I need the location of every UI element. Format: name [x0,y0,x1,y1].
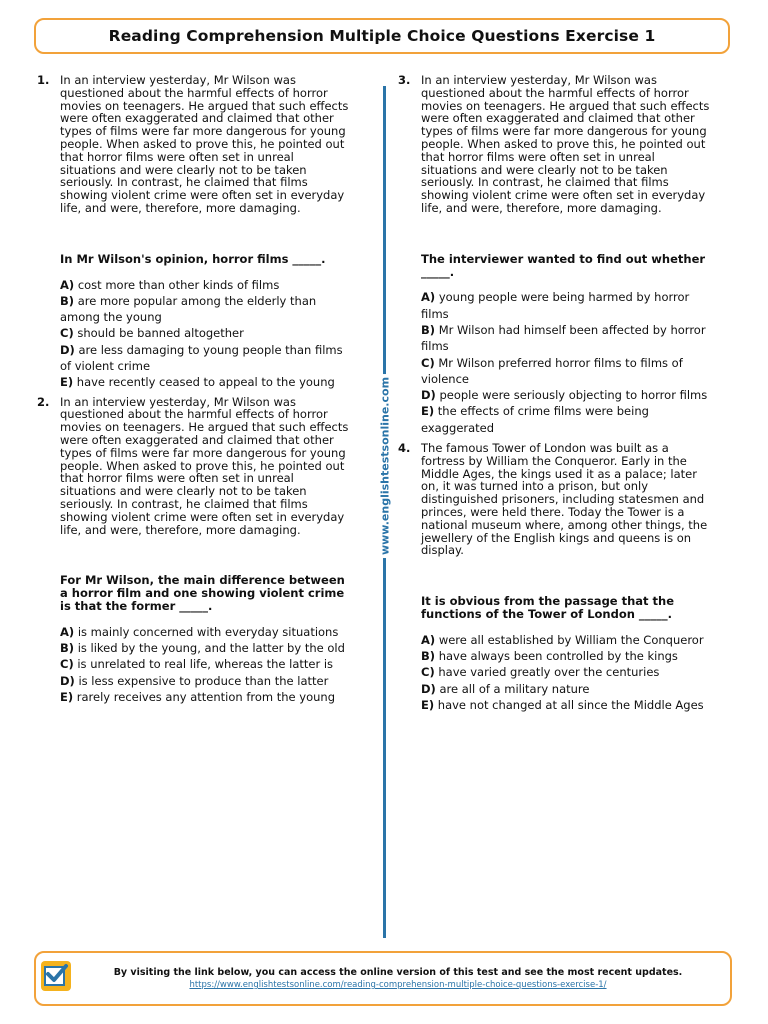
option-text: have recently ceased to appeal to the young [76,375,335,390]
question-number: 4. [398,441,411,456]
option-a[interactable] [421,289,713,322]
footer-content [76,966,720,991]
question-3 [397,74,713,436]
option-letter: D) [60,342,75,357]
option-d[interactable] [60,673,352,689]
question-passage: In an interview yesterday, Mr Wilson was questioned about the harmful effects of horror movies on teenagers. He argued that such effects were often exaggerated and claimed that other types of films were far more dangerous for young people. When asked to prove this, he pointed out that horror films were often set in unreal situations and were clearly not to be taken seriously. In contrast, he claimed that films showing violent crime were often set in everyday life, and were, therefore, more damaging. [421,73,710,215]
option-c[interactable] [421,664,713,680]
option-text: is less expensive to produce than the latter [78,673,329,688]
option-letter: A) [421,632,436,647]
option-letter: C) [421,665,435,680]
footer-banner [34,951,732,1006]
option-d[interactable] [421,387,713,403]
option-letter: B) [421,649,436,664]
option-list [60,277,352,391]
question-passage: In an interview yesterday, Mr Wilson was questioned about the harmful effects of horror movies on teenagers. He argued that such effects were often exaggerated and claimed that other types of films were far more dangerous for young people. When asked to prove this, he pointed out that horror films were often set in unreal situations and were clearly not to be taken seriously. In contrast, he claimed that films showing violent crime were often set in everyday life, and were, therefore, more damaging. [60,73,349,215]
checkbox-logo-icon [41,961,71,991]
option-text: Mr Wilson preferred horror films to films of violence [421,355,683,386]
option-b[interactable] [60,293,352,326]
question-stem: It is obvious from the passage that the functions of the Tower of London _____. [421,594,675,621]
option-b[interactable] [421,322,713,355]
option-letter: D) [60,673,75,688]
question-passage: In an interview yesterday, Mr Wilson was questioned about the harmful effects of horror movies on teenagers. He argued that such effects were often exaggerated and claimed that other types of films were far more dangerous for young people. When asked to prove this, he pointed out that horror films were often set in unreal situations and were clearly not to be taken seriously. In contrast, he claimed that films showing violent crime were often set in everyday life, and were, therefore, more damaging. [60,394,349,537]
option-letter: E) [60,375,74,390]
question-1 [36,74,352,391]
option-text: were all established by William the Conqueror [438,632,704,647]
option-letter: A) [421,290,436,305]
option-text: are more popular among the elderly than among the young [60,293,317,325]
question-passage: The famous Tower of London was built as a fortress by William the Conqueror. Early in the Middle Ages, the kings used it as a palace; later on, it was turned into a prison, but only distinguished prisoners, including statesmen and princes, were held there. Today the Tower is a national museum where, among other things, the jewellery of the English kings and queens is on display. [421,441,708,558]
option-e[interactable] [421,403,713,436]
option-a[interactable] [60,624,352,640]
left-column [36,74,352,705]
option-letter: C) [60,326,74,341]
option-e[interactable] [60,689,352,705]
option-text: are all of a military nature [439,681,590,696]
option-d[interactable] [60,342,352,375]
website-watermark: www.englishtestsonline.com [374,374,395,558]
option-b[interactable] [421,648,713,664]
option-c[interactable] [60,325,352,341]
option-a[interactable] [60,277,352,293]
question-number: 3. [398,73,411,87]
online-version-link[interactable]: https://www.englishtestsonline.com/reading-comprehension-multiple-choice-questions-exercise-1/ [189,980,607,990]
option-text: rarely receives any attention from the young [76,689,336,704]
option-text: the effects of crime films were being exaggerated [421,404,649,435]
option-text: cost more than other kinds of films [77,277,280,292]
title-banner [34,18,730,54]
option-e[interactable] [421,697,713,713]
option-list [421,632,713,713]
right-column [397,74,713,713]
footer-message: By visiting the link below, you can access the online version of this test and see the most recent updates. [113,967,683,978]
option-b[interactable] [60,640,352,656]
option-text: have not changed at all since the Middle Ages [437,697,704,712]
option-a[interactable] [421,632,713,648]
option-text: is mainly concerned with everyday situations [77,624,339,639]
option-letter: E) [421,404,435,419]
option-letter: B) [421,322,436,337]
option-text: Mr Wilson had himself been affected by horror films [421,322,706,354]
option-text: are less damaging to young people than films of violent crime [60,342,343,374]
option-letter: C) [60,657,74,672]
question-stem: The interviewer wanted to find out whether _____. [421,251,706,279]
question-4 [397,442,713,713]
option-letter: A) [60,624,75,639]
option-text: have always been controlled by the kings [438,649,678,664]
option-letter: B) [60,293,75,308]
option-letter: B) [60,641,75,656]
option-list [421,289,713,436]
option-text: is unrelated to real life, whereas the latter is [77,657,334,672]
option-c[interactable] [421,355,713,388]
option-e[interactable] [60,374,352,390]
option-text: should be banned altogether [77,326,244,341]
option-text: is liked by the young, and the latter by the old [77,641,345,656]
page-title: Reading Comprehension Multiple Choice Questions Exercise 1 [108,27,656,45]
question-2 [36,396,352,706]
option-letter: D) [421,681,436,696]
option-text: have varied greatly over the centuries [438,665,660,680]
question-number: 2. [37,394,50,409]
question-stem: In Mr Wilson's opinion, horror films _____. [60,251,326,266]
option-letter: C) [421,355,435,370]
option-d[interactable] [421,681,713,697]
question-stem: For Mr Wilson, the main difference between a horror film and one showing violent crime is that the former _____. [60,573,345,613]
option-letter: E) [421,697,435,712]
option-text: people were seriously objecting to horror films [439,388,708,403]
option-text: young people were being harmed by horror films [421,290,690,321]
option-c[interactable] [60,656,352,672]
question-number: 1. [37,73,50,87]
option-letter: D) [421,388,436,403]
option-letter: A) [60,277,75,292]
option-list [60,624,352,705]
option-letter: E) [60,689,74,704]
